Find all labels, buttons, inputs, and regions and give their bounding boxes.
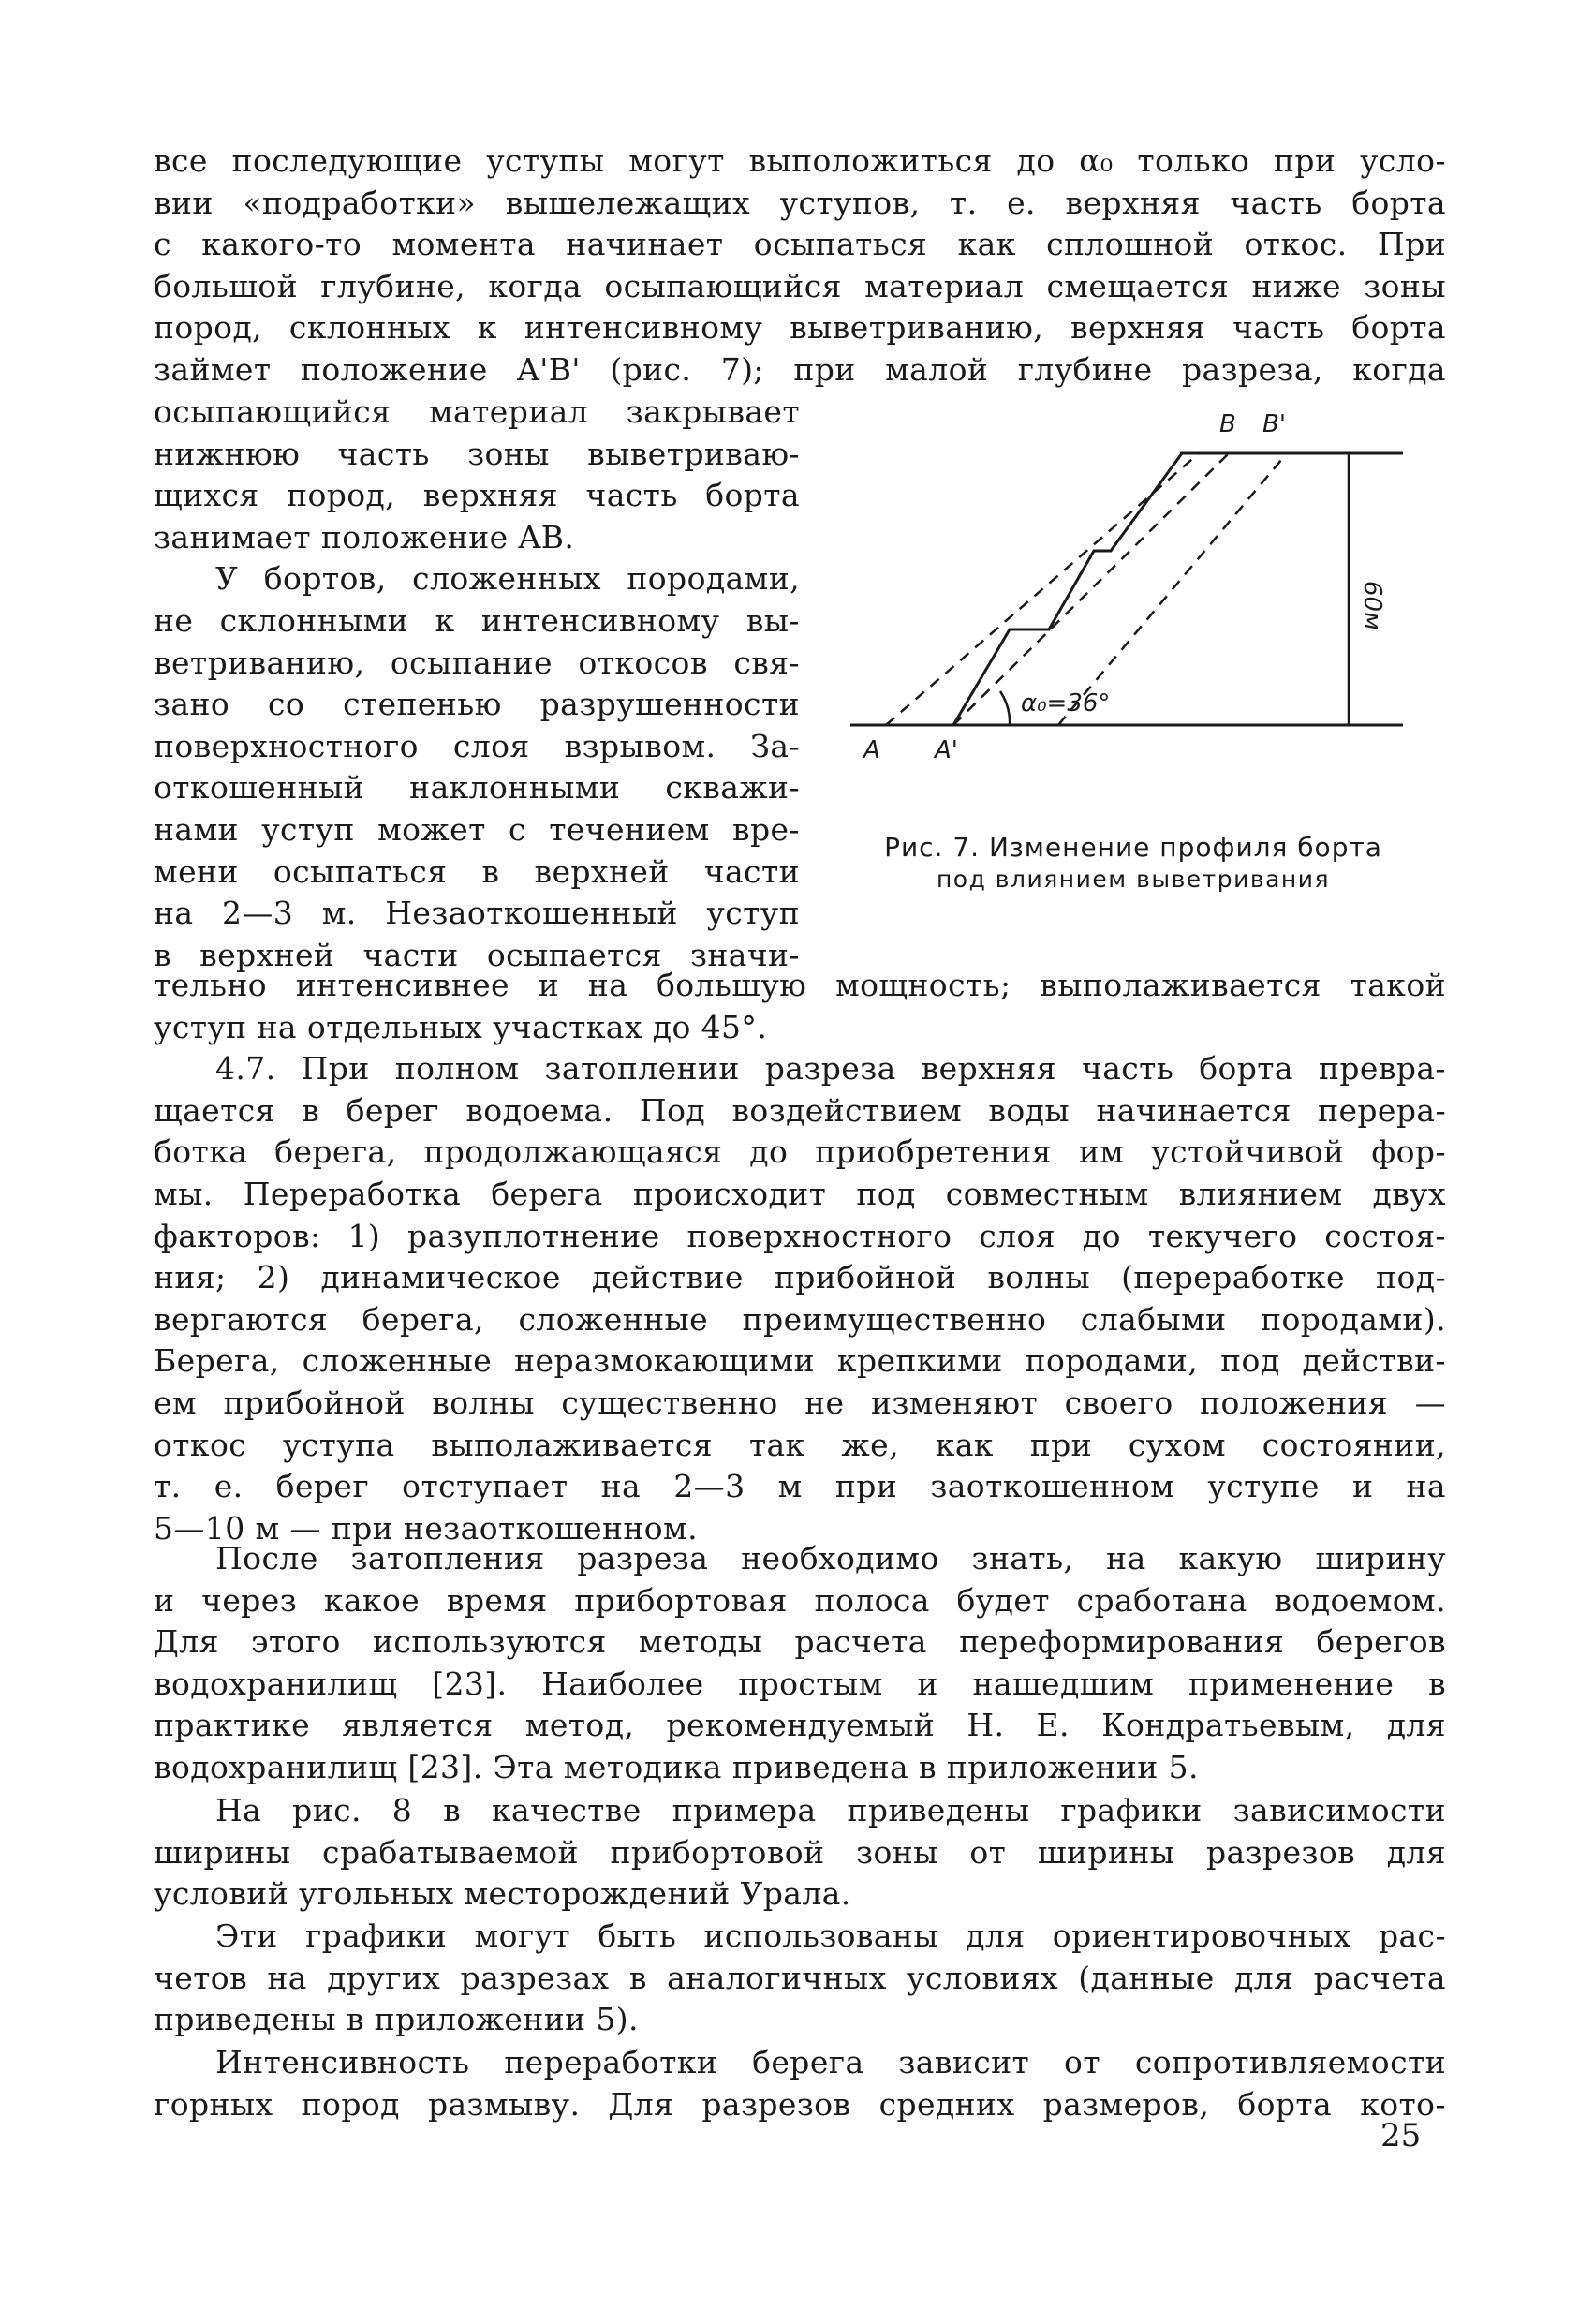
angle-arc bbox=[1000, 691, 1010, 725]
figure-slope-profile bbox=[843, 393, 1424, 787]
page-number: 25 bbox=[1380, 2117, 1422, 2154]
label-angle: α₀=36° bbox=[1021, 689, 1111, 718]
text-line: щается в берег водоема. Под воздействием воды начинается перера- bbox=[154, 1091, 1446, 1129]
text-line: поверхностного слоя взрывом. За- bbox=[154, 727, 800, 764]
text-line: ширины срабатываемой прибортовой зоны от ширины разрезов для bbox=[154, 1833, 1446, 1871]
text-line: У бортов, сложенных породами, bbox=[215, 560, 800, 598]
text-line: После затопления разреза необходимо знать, на какую ширину bbox=[215, 1540, 1446, 1576]
text-line: горных пород размыву. Для разрезов средних размеров, борта кото- bbox=[154, 2085, 1446, 2123]
text-line: 4.7. При полном затоплении разреза верхняя часть борта превра- bbox=[215, 1050, 1446, 1088]
text-line: вергаются берега, сложенные преимущественно слабыми породами). bbox=[154, 1300, 1446, 1338]
text-line: условий угольных месторождений Урала. bbox=[154, 1875, 851, 1913]
paragraph bbox=[154, 1538, 1446, 1789]
text-line: ветриванию, осыпание откосов свя- bbox=[154, 644, 800, 681]
paragraph bbox=[154, 2042, 1446, 2125]
text-line: на 2—3 м. Незаоткошенный уступ bbox=[154, 895, 800, 932]
label-A: A bbox=[863, 736, 880, 764]
text-line: занимает положение AB. bbox=[154, 518, 575, 555]
text-line: ем прибойной волны существенно не изменяют своего положения — bbox=[154, 1384, 1446, 1421]
text-line: зано со степенью разрушенности bbox=[154, 686, 800, 723]
text-line: Берега, сложенные неразмокающими крепкими породами, под действи- bbox=[154, 1342, 1446, 1380]
text-line: четов на других разрезах в аналогичных условиях (данные для расчета bbox=[154, 1959, 1446, 1996]
text-line: факторов: 1) разуплотнение поверхностного слоя до текучего состоя- bbox=[154, 1217, 1446, 1254]
text-line: вии «подработки» вышележащих уступов, т. е. верхняя часть борта bbox=[154, 184, 1446, 221]
label-A-prime: A' bbox=[935, 736, 958, 764]
text-line: и через какое время прибортовая полоса будет сработана водоемом. bbox=[154, 1581, 1446, 1619]
paragraph-continued bbox=[154, 141, 1446, 392]
text-line: мы. Переработка берега происходит под совместным влиянием двух bbox=[154, 1175, 1446, 1212]
caption-line: Рис. 7. Изменение профиля борта bbox=[884, 832, 1382, 863]
slope-profile-diagram bbox=[843, 393, 1424, 787]
text-line: большой глубине, когда осыпающийся материал смещается ниже зоны bbox=[154, 267, 1446, 304]
weathering-zone-line bbox=[1058, 453, 1287, 725]
text-line: нижнюю часть зоны выветриваю- bbox=[154, 435, 800, 472]
label-B-prime: B' bbox=[1262, 410, 1286, 438]
label-B: B bbox=[1219, 410, 1236, 438]
text-line: Для этого используются методы расчета переформирования берегов bbox=[154, 1623, 1446, 1661]
paragraph-4-7 bbox=[154, 965, 1446, 1549]
text-line: все последующие уступы могут выположиться до α₀ только при усло- bbox=[154, 142, 1446, 179]
wrapped-text-column bbox=[154, 392, 800, 976]
text-line: водохранилищ [23]. Эта методика приведена в приложении 5. bbox=[154, 1748, 1199, 1785]
text-line: пород, склонных к интенсивному выветриванию, верхняя часть борта bbox=[154, 309, 1446, 347]
text-line: в верхней части осыпается значи- bbox=[154, 936, 800, 973]
text-line: 5—10 м — при незаоткошенном. bbox=[154, 1509, 698, 1547]
text-line: Эти графики могут быть использованы для ориентировочных рас- bbox=[215, 1917, 1446, 1954]
text-line: осыпающийся материал закрывает bbox=[154, 393, 800, 430]
caption-line: под влиянием выветривания bbox=[936, 866, 1331, 893]
paragraph bbox=[154, 1916, 1446, 2041]
text-line: уступ на отдельных участках до 45°. bbox=[154, 1008, 768, 1045]
text-line: откос уступа выполаживается так же, как при сухом состоянии, bbox=[154, 1426, 1446, 1463]
line-A-prime-B-prime bbox=[953, 453, 1229, 725]
text-line: ния; 2) динамическое действие прибойной волны (переработке под- bbox=[154, 1259, 1446, 1296]
text-line: тельно интенсивнее и на большую мощность; выполаживается такой bbox=[154, 967, 1446, 1003]
text-line: займет положение A'B' (рис. 7); при малой глубине разреза, когда bbox=[154, 350, 1446, 388]
text-line: нами уступ может с течением вре- bbox=[154, 810, 800, 848]
text-line: водохранилищ [23]. Наиболее простым и нашедшим применение в bbox=[154, 1665, 1446, 1702]
text-line: не склонными к интенсивному вы- bbox=[154, 601, 800, 639]
text-line: практике является метод, рекомендуемый Н. Е. Кондратьевым, для bbox=[154, 1707, 1446, 1744]
text-line: Интенсивность переработки берега зависит от сопротивляемости bbox=[215, 2044, 1446, 2080]
bench-profile bbox=[953, 453, 1182, 725]
text-line: с какого-то момента начинает осыпаться как сплошной откос. При bbox=[154, 226, 1446, 263]
text-line: мени осыпаться в верхней части bbox=[154, 852, 800, 890]
text-line: На рис. 8 в качестве примера приведены графики зависимости bbox=[215, 1792, 1446, 1828]
text-line: щихся пород, верхняя часть борта bbox=[154, 477, 800, 514]
text-line: т. е. берег отступает на 2—3 м при заоткошенном уступе и на bbox=[154, 1468, 1446, 1505]
figure-caption bbox=[843, 832, 1424, 896]
text-line: ботка берега, продолжающаяся до приобретения им устойчивой фор- bbox=[154, 1133, 1446, 1171]
text-line: откошенный наклонными скважи- bbox=[154, 769, 800, 807]
paragraph bbox=[154, 1790, 1446, 1916]
text-line: приведены в приложении 5). bbox=[154, 2001, 639, 2038]
label-height: 60м bbox=[1358, 581, 1386, 630]
